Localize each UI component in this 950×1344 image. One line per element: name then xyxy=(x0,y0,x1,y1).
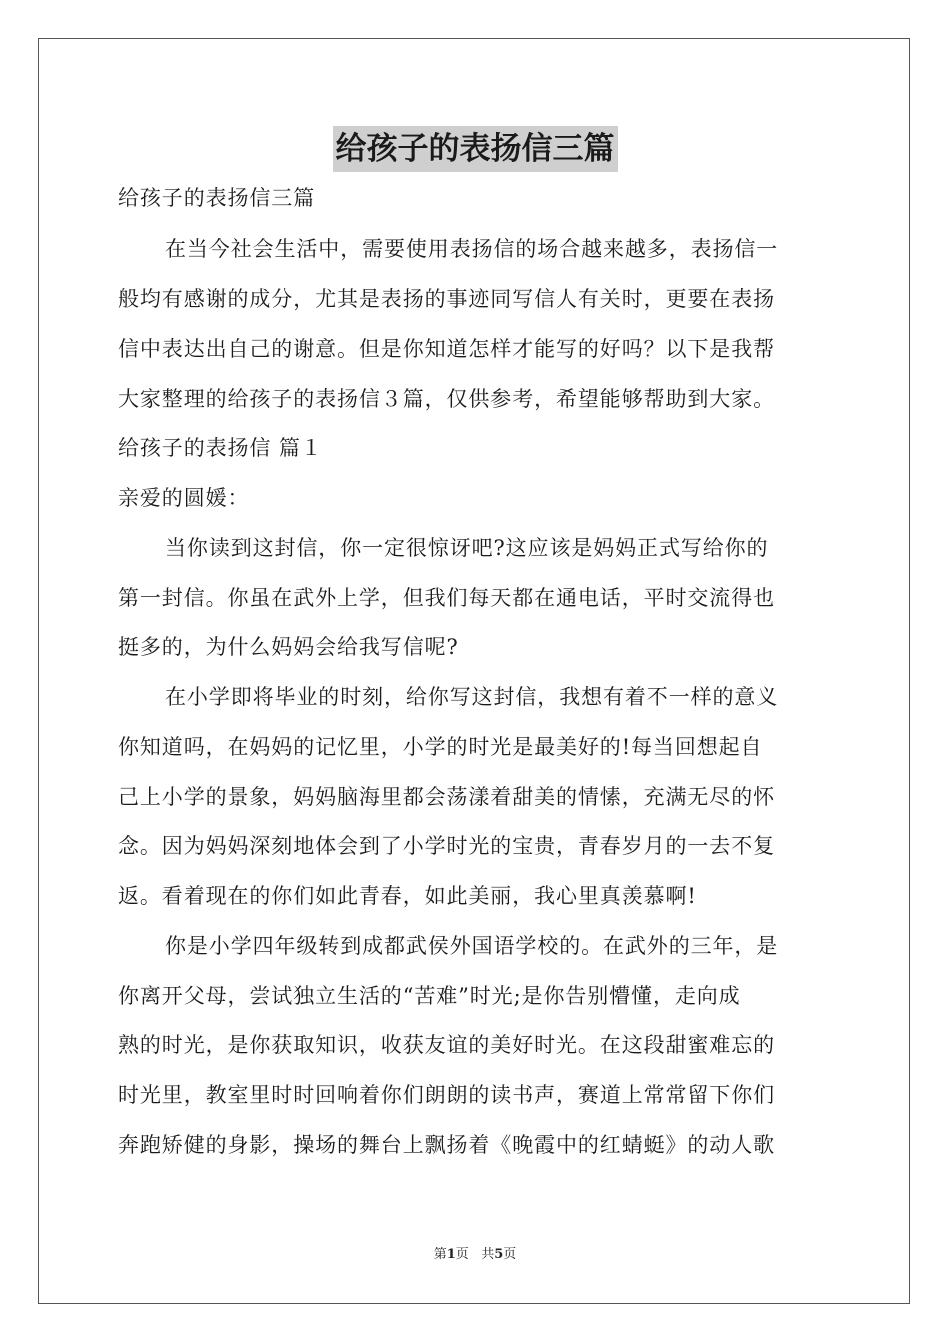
paragraph-line: 挺多的，为什么妈妈会给我写信呢? xyxy=(118,635,459,659)
page-current: 1 xyxy=(446,1247,456,1262)
page-footer xyxy=(0,1246,950,1264)
paragraph-line: 当你读到这封信，你一定很惊讶吧?这应该是妈妈正式写给你的 xyxy=(165,536,769,560)
paragraph-line: 返。看着现在的你们如此青春，如此美丽，我心里真羡慕啊! xyxy=(118,884,697,908)
paragraph-line: 念。因为妈妈深刻地体会到了小学时光的宝贵，青春岁月的一去不复 xyxy=(118,834,775,858)
page-suffix: 页 xyxy=(455,1247,469,1262)
paragraph-line: 般均有感谢的成分，尤其是表扬的事迹同写信人有关时，更要在表扬 xyxy=(118,287,775,311)
total-suffix: 页 xyxy=(503,1247,517,1262)
section-heading: 给孩子的表扬信 篇１ xyxy=(118,436,323,460)
paragraph-line: 己上小学的景象，妈妈脑海里都会荡漾着甜美的情愫，充满无尽的怀 xyxy=(118,785,775,809)
document-title-text: 给孩子的表扬信三篇 xyxy=(333,126,618,172)
paragraph-line: 你离开父母，尝试独立生活的“苦难”时光;是你告别懵懂，走向成 xyxy=(118,984,741,1008)
page-prefix: 第 xyxy=(433,1247,447,1262)
paragraph-line: 熟的时光，是你获取知识，收获友谊的美好时光。在这段甜蜜难忘的 xyxy=(118,1033,775,1057)
salutation: 亲爱的圆媛： xyxy=(118,486,250,510)
total-prefix: 共 xyxy=(481,1247,495,1262)
paragraph-line: 你是小学四年级转到成都武侯外国语学校的。在武外的三年，是 xyxy=(165,934,779,958)
subtitle-line: 给孩子的表扬信三篇 xyxy=(118,186,316,210)
page-border xyxy=(38,38,910,1304)
paragraph-line: 你知道吗，在妈妈的记忆里，小学的时光是最美好的!每当回想起自 xyxy=(118,735,763,759)
paragraph-line: 时光里，教室里时时回响着你们朗朗的读书声，赛道上常常留下你们 xyxy=(118,1083,775,1107)
paragraph-line: 奔跑矫健的身影，操场的舞台上飘扬着《晚霞中的红蜻蜓》的动人歌 xyxy=(118,1133,775,1157)
paragraph-line: 在小学即将毕业的时刻，给你写这封信，我想有着不一样的意义 xyxy=(165,685,779,709)
paragraph-line: 第一封信。你虽在武外上学，但我们每天都在通电话，平时交流得也 xyxy=(118,586,775,610)
paragraph-line: 大家整理的给孩子的表扬信３篇，仅供参考，希望能够帮助到大家。 xyxy=(118,387,775,411)
paragraph-line: 信中表达出自己的谢意。但是你知道怎样才能写的好吗？以下是我帮 xyxy=(118,337,775,361)
document-title xyxy=(0,126,950,178)
page-total: 5 xyxy=(494,1247,504,1262)
paragraph-line: 在当今社会生活中，需要使用表扬信的场合越来越多，表扬信一 xyxy=(165,237,779,261)
